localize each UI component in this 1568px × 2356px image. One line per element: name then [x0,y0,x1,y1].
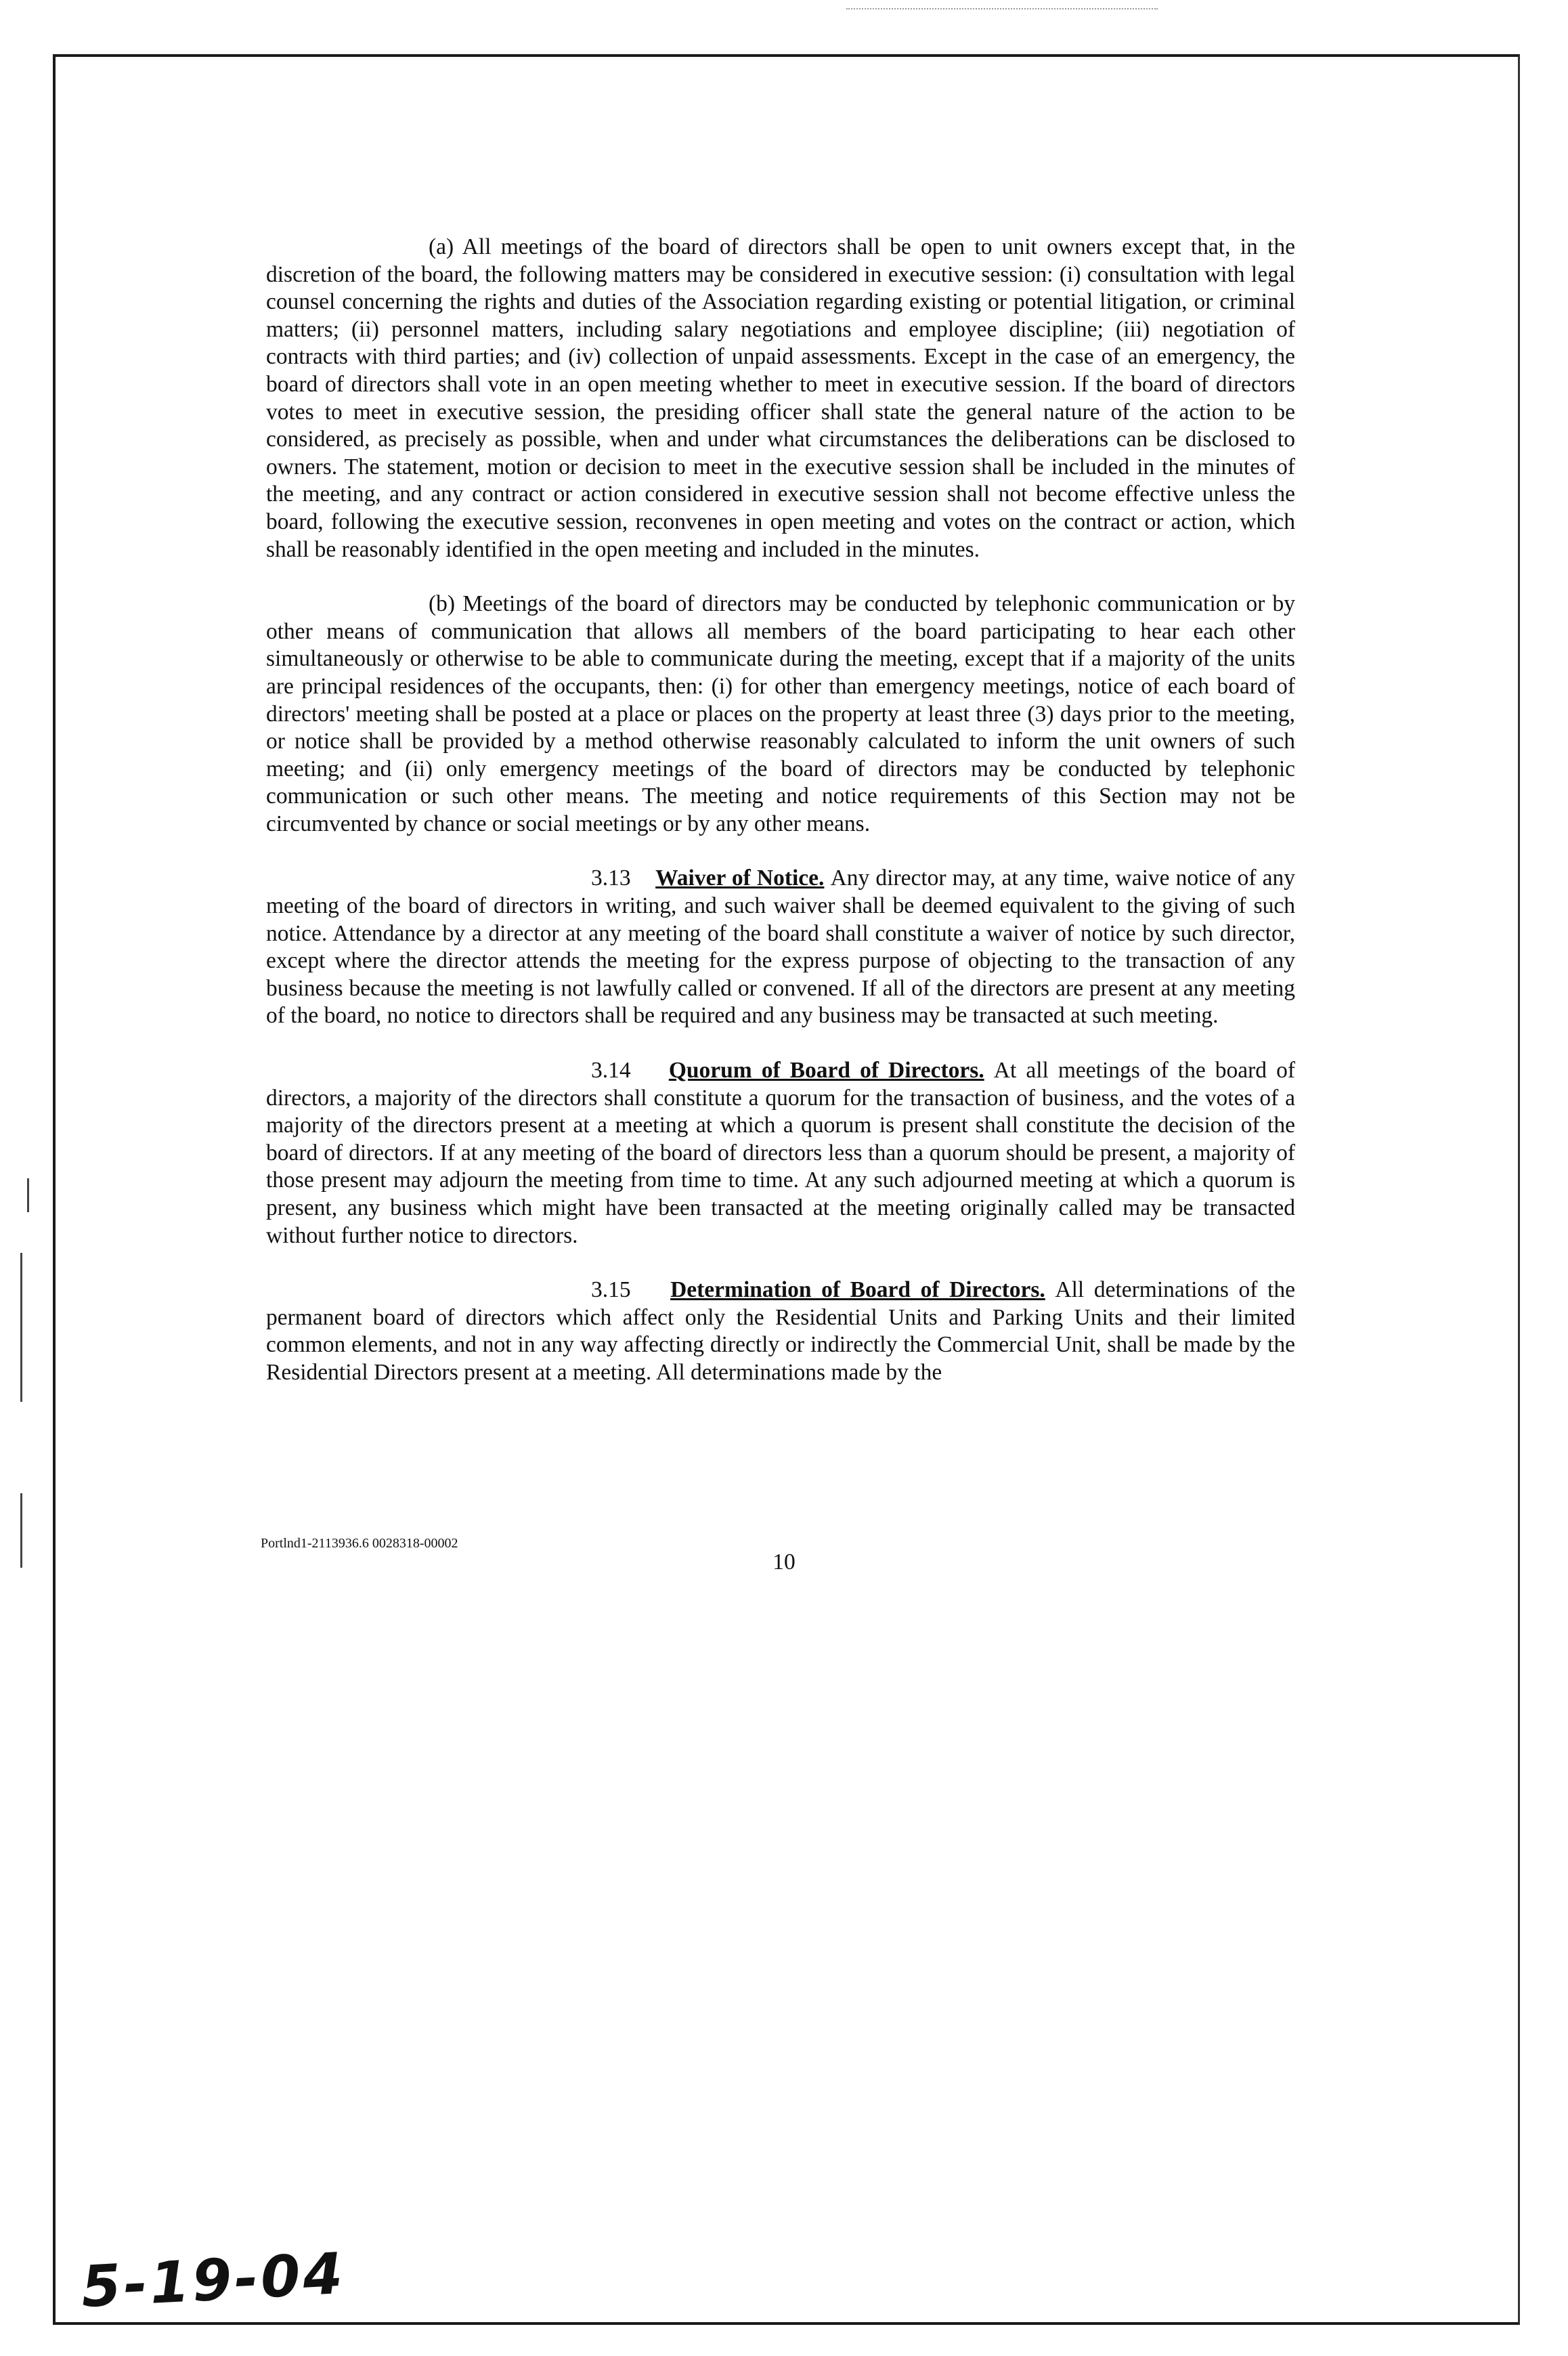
section-heading: Determination of Board of Directors. [670,1277,1045,1303]
section-text: At all meetings of the board of directors, a majority of the directors shall constitute a quorum for the transaction of business, and the votes of a majority of the directors present at a meeting at which a quorum is present shall constitute the decision of the board of directors. If at any meeting of the board of directors less than a quorum should be present, a majority of those present may adjourn the meeting from time to time. At any such adjourned meeting at which a quorum is present, any business which might have been transacted at the meeting originally called may be transacted without further notice to directors. [266,1058,1296,1248]
document-body [266,234,1295,1414]
paragraph-a: (a) All meetings of the board of directors shall be open to unit owners except that, in the discretion of the board, the following matters may be considered in executive session: (i) consultation with legal counsel concerning the rights and duties of the Association regarding existing or potential litigation, or criminal matters; (ii) personnel matters, including salary negotiations and employee discipline; (iii) negotiation of contracts with third parties; and (iv) collection of unpaid assessments. Except in the case of an emergency, the board of directors shall vote in an open meeting whether to meet in executive session. If the board of directors votes to meet in executive session, the presiding officer shall state the general nature of the action to be considered, as precisely as possible, when and under what circumstances the deliberations can be disclosed to owners. The statement, motion or decision to meet in the executive session shall be included in the minutes of the meeting, and any contract or action considered in executive session shall not become effective unless the board, following the executive session, reconvenes in open meeting and votes on the contract or action, which shall be reasonably identified in the open meeting and included in the minutes. [266,234,1295,562]
section-heading: Waiver of Notice. [655,865,825,891]
section-3-13 [266,865,1295,1030]
document-id: Portlnd1-2113936.6 0028318-00002 [261,1536,458,1551]
scan-artifact-top [846,4,1158,9]
section-number: 3.13 [591,865,631,891]
section-3-15 [266,1277,1295,1386]
page-number: 10 [772,1549,796,1575]
paragraph-b: (b) Meetings of the board of directors may be conducted by telephonic communication or by other means of communication that allows all members of the board participating to hear each other simultaneously or otherwise to be able to communicate during the meeting, except that if a majority of the units are principal residences of the occupants, then: (i) for other than emergency meetings, notice of each board of directors' meeting shall be posted at a place or places on the property at least three (3) days prior to the meeting, or notice shall be provided by a method otherwise reasonably calculated to inform the unit owners of such meeting; and (ii) only emergency meetings of the board of directors may be conducted by telephonic communication or such other means. The meeting and notice requirements of this Section may not be circumvented by chance or social meetings or by any other means. [266,591,1295,836]
handwritten-date: 5-19-04 [79,2240,347,2321]
section-heading: Quorum of Board of Directors. [668,1058,984,1084]
section-3-14 [266,1057,1295,1249]
section-number: 3.15 [591,1277,631,1303]
section-number: 3.14 [591,1058,631,1084]
section-text: Any director may, at any time, waive notice of any meeting of the board of directors in writing, and such waiver shall be deemed equivalent to the giving of such notice. Attendance by a director at any meeting of the board shall constitute a waiver of notice by such director, except where the director attends the meeting for the express purpose of objecting to the transaction of any business because the meeting is not lawfully called or convened. If all of the directors are present at any meeting of the board, no notice to directors shall be required and any business may be transacted at such meeting. [266,865,1296,1029]
section-text: All determinations of the permanent board of directors which affect only the Residential Units and Parking Units and their limited common elements, and not in any way affecting directly or indirectly the Commercial Unit, shall be made by the Residential Directors present at a meeting. All determinations made by the [266,1277,1295,1385]
margin-mark [27,1178,29,1212]
margin-mark [20,1253,22,1402]
